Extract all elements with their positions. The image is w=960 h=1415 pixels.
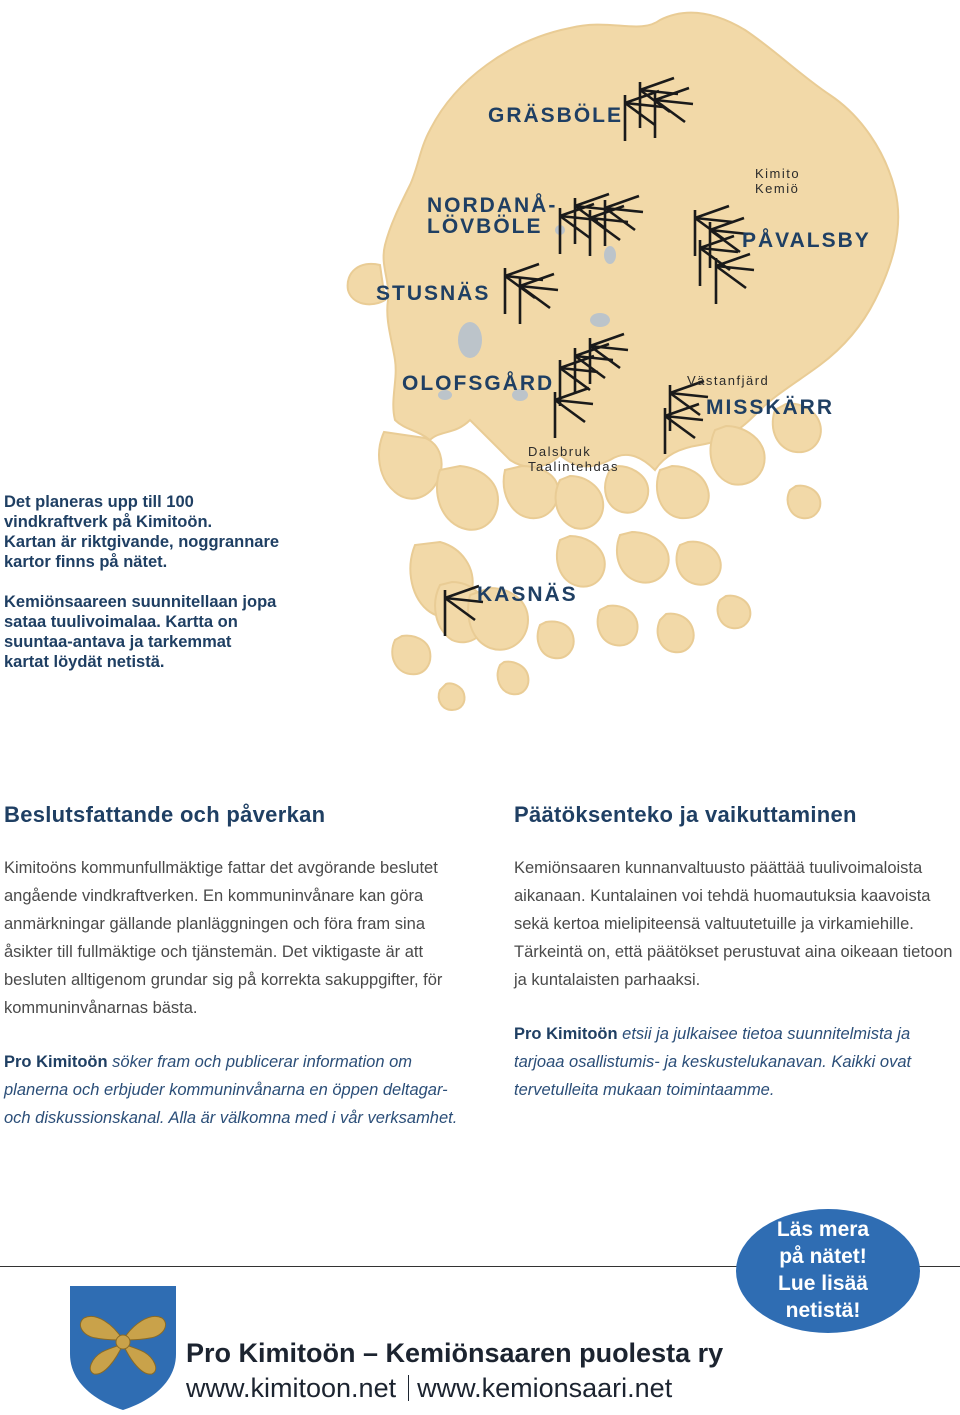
badge-line: Lue lisää [778, 1272, 868, 1295]
place-dalsbruk [528, 444, 619, 474]
map-caption-sv [4, 492, 334, 572]
place-kimito-fi: Kemiö [755, 181, 800, 196]
place-grasbole: GRÄSBÖLE [488, 104, 624, 127]
badge-line: på nätet! [779, 1245, 867, 1268]
badge-line: Läs mera [776, 1218, 870, 1241]
place-nordana-line1: NORDANÅ- [427, 194, 558, 217]
caption-sv-line: vindkraftverk på Kimitoön. [4, 513, 213, 531]
organization-title: Pro Kimitoön – Kemiönsaaren puolesta ry [186, 1338, 724, 1368]
place-kimito [755, 166, 800, 196]
place-vastanfjard: Västanfjärd [687, 373, 770, 388]
caption-sv-line: kartor finns på nätet. [4, 553, 168, 571]
map-caption-fi [4, 592, 334, 672]
place-stusnas: STUSNÄS [376, 282, 491, 305]
place-nordana-lovbole [427, 195, 557, 237]
caption-sv-line: Kartan är riktgivande, noggrannare [4, 533, 280, 551]
read-more-text[interactable] [733, 1216, 913, 1324]
place-kimito-sv: Kimito [755, 166, 801, 181]
place-olofsgard: OLOFSGÅRD [402, 372, 555, 395]
section-body-sv: Kimitoöns kommunfullmäktige fattar det avgörande beslutet angående vindkraftverken. En kommuninvånare kan göra anmärkningar gällande planläggningen och föra fram sina åsikter till fullmäktige och tjänstemän. Det viktigaste är att besluten alltigenom grundar sig på korrekta sakuppgifter, för kommuninvånarnas bästa. [4, 859, 443, 1017]
tagline-text: etsii ja julkaisee tietoa suunnitelmista ja tarjoaa osallistumis- ja keskustelukanavan. Kaikki ovat tervetulleita mukaan toimintaamme. [514, 1025, 912, 1099]
tagline-text: söker fram och publicerar information om planerna och erbjuder kommuninvånarna en öppen deltagar- och diskussionskanal. Alla är välkomna med i vår verksamhet. [4, 1053, 458, 1127]
place-dalsbruk-sv: Dalsbruk [528, 444, 592, 459]
caption-fi-line: suuntaa-antava ja tarkemmat [4, 633, 232, 651]
url-link-fi[interactable]: www.kemionsaari.net [417, 1373, 673, 1403]
org-name: Pro Kimitoön [4, 1053, 108, 1071]
caption-fi-line: sataa tuulivoimalaa. Kartta on [4, 613, 238, 631]
caption-fi-line: kartat löydät netistä. [4, 653, 165, 671]
place-pavalsby: PÅVALSBY [742, 229, 871, 252]
place-kasnas: KASNÄS [477, 583, 578, 606]
url-separator [408, 1375, 409, 1401]
place-misskarr: MISSKÄRR [706, 396, 835, 419]
url-link-sv[interactable]: www.kimitoon.net [186, 1373, 397, 1403]
place-nordana-line2: LÖVBÖLE [427, 215, 543, 238]
kimitoon-crest-icon [68, 1284, 178, 1412]
section-finnish [514, 802, 954, 1104]
section-tagline-sv [4, 1048, 474, 1132]
footer-urls [186, 1373, 672, 1404]
section-heading-fi: Päätöksenteko ja vaikuttaminen [514, 802, 857, 827]
badge-line: netistä! [785, 1299, 861, 1322]
org-name: Pro Kimitoön [514, 1025, 618, 1043]
caption-fi-line: Kemiönsaareen suunnitellaan jopa [4, 593, 277, 611]
section-swedish [4, 802, 474, 1132]
section-tagline-fi [514, 1020, 954, 1104]
section-body-fi: Kemiönsaaren kunnanvaltuusto päättää tuulivoimaloista aikanaan. Kuntalainen voi tehdä huomautuksia kaavoista sekä kertoa mielipiteensä valtuutetuille ja virkamiehille. Tärkeintä on, että päätökset perustuvat aina oikeaan tietoon ja kuntalaisten parhaaksi. [514, 859, 953, 989]
place-dalsbruk-fi: Taalintehdas [528, 459, 619, 474]
caption-sv-line: Det planeras upp till 100 [4, 493, 194, 511]
section-heading-sv: Beslutsfattande och påverkan [4, 802, 326, 827]
